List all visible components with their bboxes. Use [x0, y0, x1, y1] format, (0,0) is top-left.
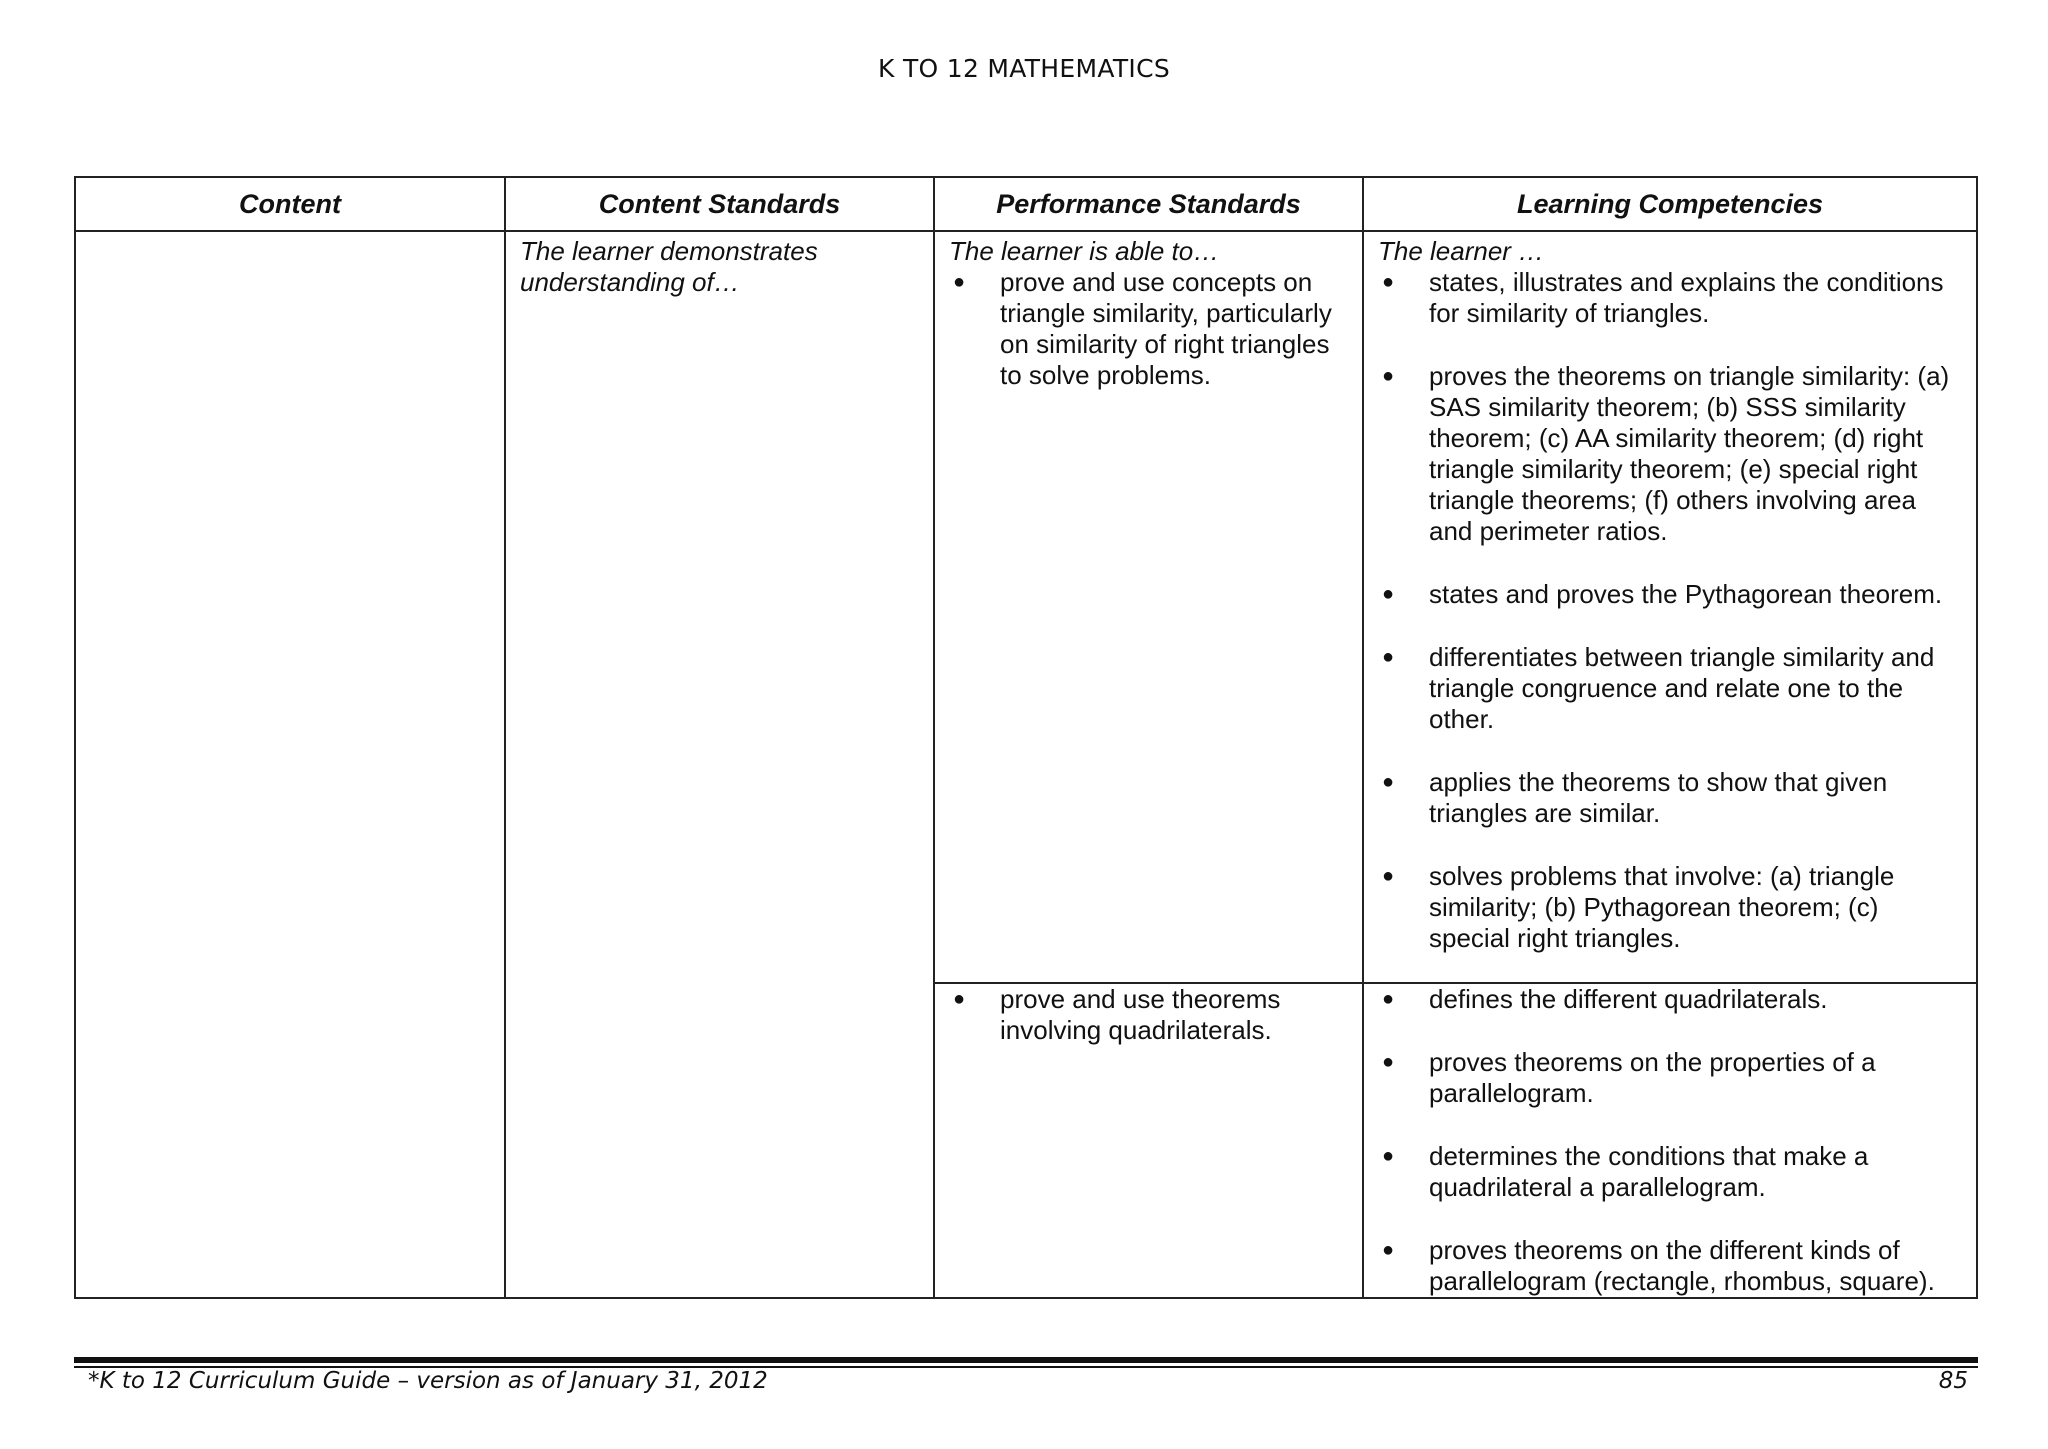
list-item [1364, 642, 1966, 735]
list-item [1364, 767, 1966, 829]
list-item-text: proves theorems on the different kinds of parallelogram (rectangle, rhombus, square). [1429, 1235, 1935, 1296]
bullet-icon: ● [1382, 1239, 1395, 1261]
bullet-icon: ● [1382, 271, 1395, 293]
bullet-icon: ● [1382, 365, 1395, 387]
competencies-intro: The learner … [1378, 236, 1545, 266]
bullet-icon: ● [953, 988, 966, 1010]
performance-intro: The learner is able to… [949, 236, 1220, 266]
header-content: Content [75, 177, 505, 231]
list-item-text: states and proves the Pythagorean theorem. [1429, 579, 1943, 609]
competencies-list [1364, 984, 1976, 1297]
list-item-text: solves problems that involve: (a) triangle similarity; (b) Pythagorean theorem; (c) special right triangles. [1429, 861, 1895, 953]
performance-standards-cell [934, 983, 1363, 1298]
list-item [1364, 267, 1966, 329]
table-row [75, 231, 1977, 983]
bullet-icon: ● [1382, 771, 1395, 793]
list-item [1364, 1235, 1966, 1297]
list-item-text: differentiates between triangle similarity and triangle congruence and relate one to the other. [1429, 642, 1935, 734]
list-item [1364, 579, 1966, 610]
list-item [1364, 1047, 1966, 1109]
bullet-icon: ● [1382, 865, 1395, 887]
footer-version-note: *K to 12 Curriculum Guide – version as of January 31, 2012 [88, 1368, 768, 1394]
list-item [935, 984, 1352, 1046]
header-content-standards: Content Standards [505, 177, 934, 231]
learning-competencies-cell [1363, 983, 1977, 1298]
header-performance-standards: Performance Standards [934, 177, 1363, 231]
bullet-icon: ● [1382, 646, 1395, 668]
bullet-icon: ● [1382, 988, 1395, 1010]
list-item-text: determines the conditions that make a quadrilateral a parallelogram. [1429, 1141, 1869, 1202]
learning-competencies-cell [1363, 231, 1977, 983]
list-item-text: prove and use theorems involving quadrilaterals. [1000, 984, 1281, 1045]
performance-standards-cell [934, 231, 1363, 983]
list-item-text: states, illustrates and explains the conditions for similarity of triangles. [1429, 267, 1944, 328]
bullet-icon: ● [1382, 583, 1395, 605]
list-item-text: applies the theorems to show that given triangles are similar. [1429, 767, 1888, 828]
list-item-text: proves the theorems on triangle similarity: (a) SAS similarity theorem; (b) SSS similarity theorem; (c) AA similarity theorem; (d) right triangle similarity theorem; (e) special right triangle theorems; (f) others involving area and perimeter ratios. [1429, 361, 1950, 546]
list-item [1364, 361, 1966, 547]
bullet-icon: ● [1382, 1051, 1395, 1073]
list-item [935, 267, 1352, 391]
table-header-row [75, 177, 1977, 231]
competencies-list [1364, 267, 1976, 954]
list-item [1364, 1141, 1966, 1203]
performance-list [935, 984, 1362, 1046]
footer-divider-thick [74, 1357, 1978, 1363]
list-item-text: proves theorems on the properties of a parallelogram. [1429, 1047, 1876, 1108]
list-item-text: defines the different quadrilaterals. [1429, 984, 1828, 1014]
curriculum-table [74, 176, 1978, 1299]
list-item-text: prove and use concepts on triangle similarity, particularly on similarity of right triangles to solve problems. [1000, 267, 1332, 390]
content-cell [75, 231, 505, 1298]
bullet-icon: ● [1382, 1145, 1395, 1167]
list-item [1364, 861, 1966, 954]
header-learning-competencies: Learning Competencies [1363, 177, 1977, 231]
page-number: 85 [1938, 1368, 1968, 1394]
content-standards-intro: The learner demonstrates understanding of… [520, 236, 818, 297]
performance-list [935, 267, 1362, 391]
list-item [1364, 984, 1966, 1015]
content-standards-cell [505, 231, 934, 1298]
bullet-icon: ● [953, 271, 966, 293]
page-header-title: K TO 12 MATHEMATICS [878, 54, 1170, 83]
